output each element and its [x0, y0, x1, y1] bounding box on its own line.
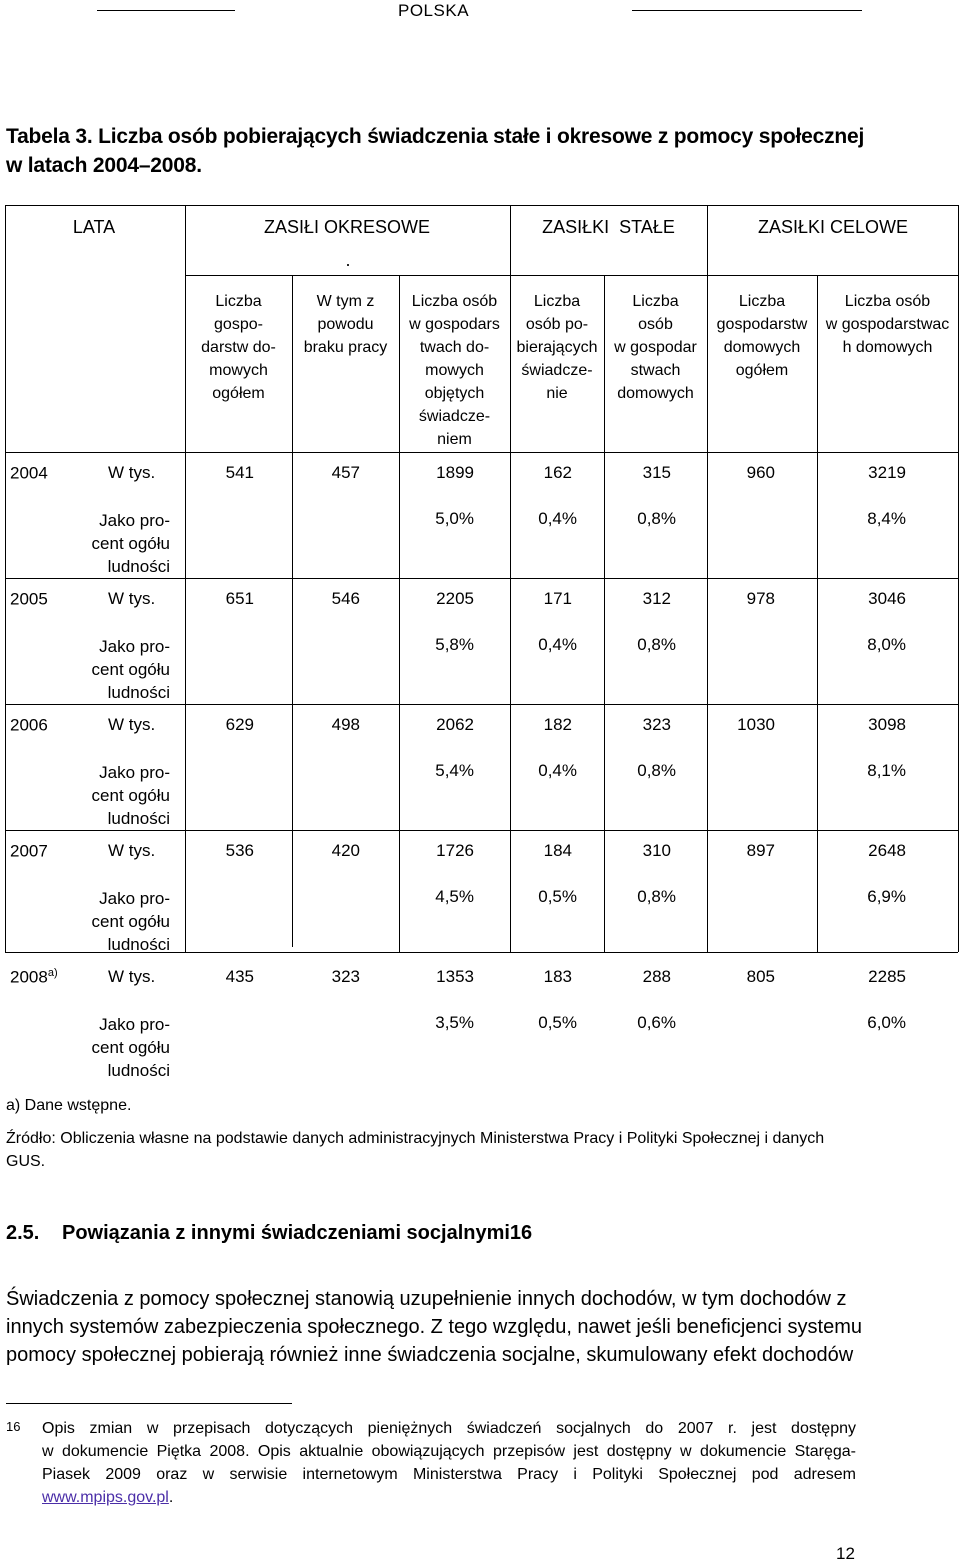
value-cell: 420 — [331, 841, 360, 860]
subheader-braku-pracy: W tym z powodu braku pracy — [303, 293, 388, 356]
year-superscript: a) — [47, 967, 58, 979]
percent-cell: 5,4% — [435, 761, 474, 780]
caption-line-2: w latach 2004–2008. — [6, 154, 202, 177]
header-stray-dot: . — [345, 250, 351, 270]
percent-cell: 0,5% — [538, 1013, 577, 1032]
table-header-divider — [185, 275, 958, 276]
table-top-border — [5, 205, 958, 206]
percent-row-label: Jako pro- cent ogółu ludności — [91, 637, 170, 702]
value-cell: 1353 — [436, 967, 474, 986]
row-divider-2006 — [5, 704, 958, 705]
value-cell: 435 — [225, 967, 254, 986]
value-cell: 183 — [543, 967, 572, 986]
subheader-gospodarstw-ogolem-celowe: Liczba gospodarstw domowych ogółem — [716, 293, 808, 379]
header-zasilki-stale: ZASIŁKI STAŁE — [542, 217, 675, 237]
row-year — [10, 967, 58, 988]
row-unit-label: W tys. — [108, 841, 156, 860]
percent-cell: 8,4% — [867, 509, 906, 528]
row-year — [10, 715, 48, 736]
percent-cell: 0,4% — [538, 761, 577, 780]
year-label: 2008 — [10, 967, 48, 987]
row-unit-label: W tys. — [108, 967, 156, 986]
value-cell: 171 — [543, 589, 572, 608]
row-divider-2005 — [5, 578, 958, 579]
year-label: 2004 — [10, 463, 48, 483]
paragraph-line-3: pomocy społecznej pobierają również inne świadczenia socjalne, skumulowany efekt dochodów — [6, 1344, 854, 1366]
header-zasilki-celowe: ZASIŁKI CELOWE — [757, 217, 909, 237]
percent-cell: 0,8% — [637, 761, 676, 780]
value-cell: 310 — [642, 841, 671, 860]
grid-v-col2 — [292, 275, 293, 947]
percent-cell: 3,5% — [435, 1013, 474, 1032]
row-year — [10, 841, 48, 862]
percent-cell: 6,0% — [867, 1013, 906, 1032]
percent-cell: 5,8% — [435, 635, 474, 654]
percent-cell: 8,1% — [867, 761, 906, 780]
percent-cell: 0,6% — [637, 1013, 676, 1032]
percent-cell: 0,8% — [637, 509, 676, 528]
paragraph-line-1: Świadczenia z pomocy społecznej stanowią uzupełnienie innych dochodów, w tym dochodów z — [6, 1288, 847, 1310]
table-caption — [6, 122, 946, 180]
value-cell: 323 — [642, 715, 671, 734]
value-cell: 960 — [746, 463, 775, 482]
value-cell: 536 — [225, 841, 254, 860]
percent-row-label: Jako pro- cent ogółu ludności — [91, 889, 170, 954]
percent-cell: 4,5% — [435, 887, 474, 906]
year-label: 2006 — [10, 715, 48, 735]
value-cell: 315 — [642, 463, 671, 482]
percent-cell: 0,4% — [538, 635, 577, 654]
row-divider-2007 — [5, 830, 958, 831]
percent-cell: 8,0% — [867, 635, 906, 654]
value-cell: 184 — [543, 841, 572, 860]
section-title: Powiązania z innymi świadczeniami socjalnymi16 — [62, 1222, 533, 1244]
caption-line-1: Tabela 3. Liczba osób pobierających świadczenia stałe i okresowe z pomocy społecznej — [6, 125, 865, 148]
subheader-osob-w-gospodarstwach-celowe: Liczba osób w gospodarstwac h domowych — [825, 293, 950, 356]
value-cell: 1030 — [737, 715, 775, 734]
value-cell: 457 — [331, 463, 360, 482]
row-unit-label: W tys. — [108, 715, 156, 734]
subheader-osob-w-gospodarstwach: Liczba osób w gospodar stwach domowych — [614, 293, 697, 402]
footnote-text: Opis zmian w przepisach dotyczących pieniężnych świadczeń socjalnych do 2007 r. jest dostępny w dokumencie Piętka 2008. Opis aktualnie obowiązujących przepisów jest dostępny w dokumencie Staręga- Piasek 2009 oraz w serwisie internetowym Ministerstwa Pracy i Polityki Społecznej pod adresem www.mpips.gov.pl. — [42, 1420, 856, 1506]
paragraph-line-2: innych systemów zabezpieczenia społecznego. Z tego względu, nawet jeśli beneficjenci systemu — [6, 1316, 863, 1338]
value-cell: 2285 — [868, 967, 906, 986]
percent-cell: 0,5% — [538, 887, 577, 906]
value-cell: 651 — [225, 589, 254, 608]
percent-row-label: Jako pro- cent ogółu ludności — [91, 1015, 170, 1080]
page-header-title: POLSKA — [398, 1, 470, 20]
note-dane-wstepne: a) Dane wstępne. — [6, 1097, 132, 1114]
value-cell: 498 — [331, 715, 360, 734]
value-cell: 2062 — [436, 715, 474, 734]
value-cell: 323 — [331, 967, 360, 986]
header-zasilki-okresowe: ZASIŁI OKRESOWE — [263, 217, 431, 237]
subheader-osob-pobierajacych: Liczba osób po- bierających świadcze- nie — [516, 293, 598, 402]
value-cell: 1899 — [436, 463, 474, 482]
percent-cell: 0,8% — [637, 635, 676, 654]
subheader-osob-objetych: Liczba osób w gospodars twach do- mowych objętych świadcze- niem — [409, 293, 500, 448]
percent-cell: 0,8% — [637, 887, 676, 906]
value-cell: 629 — [225, 715, 254, 734]
percent-row-label: Jako pro- cent ogółu ludności — [91, 511, 170, 576]
value-cell: 312 — [642, 589, 671, 608]
value-cell: 3046 — [868, 589, 906, 608]
footnote-separator — [6, 1403, 292, 1404]
row-year — [10, 589, 48, 610]
header-rule-left — [97, 10, 235, 11]
year-label: 2007 — [10, 841, 48, 861]
value-cell: 897 — [746, 841, 775, 860]
value-cell: 805 — [746, 967, 775, 986]
header-lata: LATA — [72, 217, 116, 237]
value-cell: 541 — [225, 463, 254, 482]
percent-cell: 5,0% — [435, 509, 474, 528]
value-cell: 546 — [331, 589, 360, 608]
percent-cell: 0,4% — [538, 509, 577, 528]
body-paragraph — [6, 1285, 956, 1369]
page-number: 12 — [836, 1544, 855, 1563]
year-label: 2005 — [10, 589, 48, 609]
row-divider-2004 — [5, 452, 958, 453]
row-unit-label: W tys. — [108, 463, 156, 482]
header-rule-right — [632, 10, 862, 11]
subheader-gospodarstwa-ogolem: Liczba gospo- darstw do- mowych ogółem — [201, 293, 276, 402]
value-cell: 182 — [543, 715, 572, 734]
footnote-link[interactable]: www.mpips.gov.pl — [42, 1489, 169, 1506]
grid-v-right — [958, 205, 959, 952]
percent-row-label: Jako pro- cent ogółu ludności — [91, 763, 170, 828]
value-cell: 162 — [543, 463, 572, 482]
section-number: 2.5. — [6, 1222, 40, 1244]
value-cell: 288 — [642, 967, 671, 986]
row-year — [10, 463, 48, 484]
grid-v-col7 — [817, 275, 818, 952]
source-note: Źródło: Obliczenia własne na podstawie danych administracyjnych Ministerstwa Pracy i Polityki Społecznej i danych GUS. — [6, 1130, 825, 1170]
footnote-mark: 16 — [6, 1419, 21, 1434]
value-cell: 1726 — [436, 841, 474, 860]
value-cell: 2205 — [436, 589, 474, 608]
percent-cell: 6,9% — [867, 887, 906, 906]
row-unit-label: W tys. — [108, 589, 156, 608]
value-cell: 978 — [746, 589, 775, 608]
value-cell: 3098 — [868, 715, 906, 734]
value-cell: 2648 — [868, 841, 906, 860]
value-cell: 3219 — [868, 463, 906, 482]
